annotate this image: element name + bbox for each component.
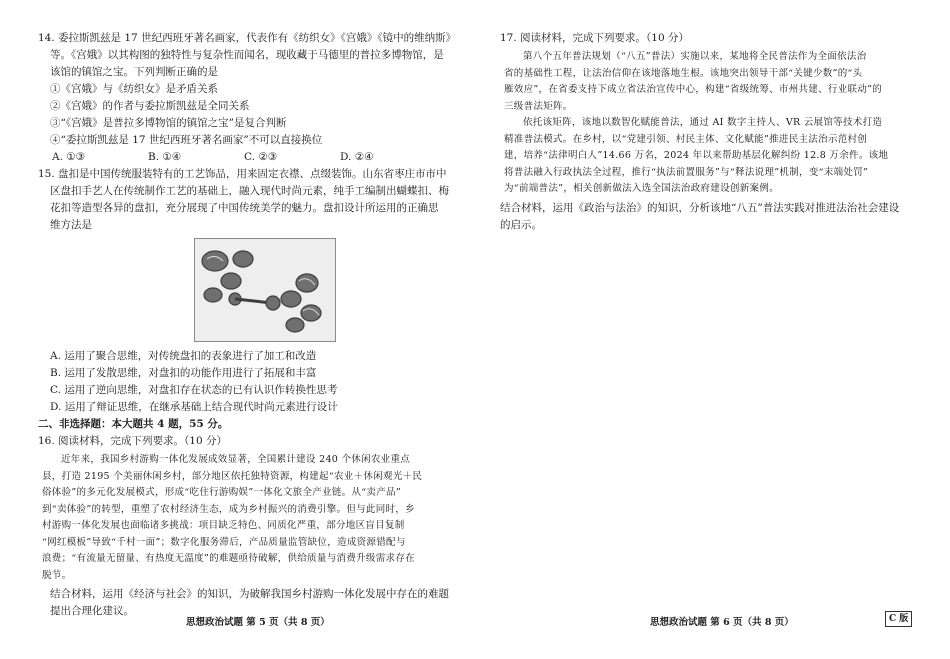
q17-material-line: 第八个五年普法规划（“八五”普法）实施以来，某地将全民普法作为全面依法治 bbox=[523, 51, 867, 62]
q14-options bbox=[38, 149, 466, 166]
q17-heading: 17. 阅读材料，完成下列要求。（10 分） bbox=[500, 32, 689, 44]
q16-material-line: 近年来，我国乡村游购一体化发展成效显著，全国累计建设 240 个休闲农业重点 bbox=[61, 454, 411, 465]
q16-heading: 16. 阅读材料，完成下列要求。（10 分） bbox=[38, 435, 227, 447]
q16-material-line: 浪费；“有流量无留量、有热度无温度”的难题亟待破解，供给质量与消费升级需求存在 bbox=[42, 553, 415, 564]
q16-material-line: 俗体验”的多元化发展模式，形成“吃住行游购娱”一体化文旅全产业链。从“卖产品” bbox=[42, 487, 401, 498]
q14-statement-1: ①《宫娥》与《纺织女》是矛盾关系 bbox=[50, 83, 218, 95]
q14-stem-line: 14. 委拉斯凯兹是 17 世纪西班牙著名画家，代表作有《纺织女》《宫娥》《镜中的维纳斯》 bbox=[38, 32, 457, 44]
q14-statement-3: ③“《宫娥》是普拉多博物馆的镇馆之宝”是复合判断 bbox=[50, 117, 287, 129]
q14-option-b: B. ①④ bbox=[148, 151, 182, 163]
q14-option-c: C. ②③ bbox=[244, 151, 278, 163]
q16-task: 提出合理化建议。 bbox=[50, 605, 134, 617]
section-2-heading: 二、非选择题：本大题共 4 题，55 分。 bbox=[38, 418, 229, 430]
q16-material-line: 到“卖体验”的转型，重塑了农村经济生态，成为乡村振兴的消费引擎。但与此同时，乡 bbox=[42, 503, 415, 515]
q15-stem-line: 维方法是 bbox=[50, 219, 92, 231]
page-5-footer: 思想政治试题 第 5 页（共 8 页） bbox=[186, 617, 330, 628]
q15-option-c: C. 运用了逆向思维，对盘扣存在状态的已有认识作转换性思考 bbox=[50, 384, 338, 396]
q15-option-d: D. 运用了辩证思维，在继承基础上结合现代时尚元素进行设计 bbox=[50, 401, 338, 413]
q16-material-line: 脱节。 bbox=[42, 569, 72, 581]
q15-stem-line: 区盘扣手艺人在传统制作工艺的基础上，融入现代时尚元素，纯手工编制出蝴蝶扣、梅 bbox=[50, 185, 449, 197]
q17-material bbox=[500, 49, 912, 198]
q17-task: 结合材料，运用《政治与法治》的知识，分析该地“八五”普法实践对推进法治社会建设 bbox=[500, 201, 900, 214]
q15-option-b: B. 运用了发散思维，对盘扣的功能作用进行了拓展和丰富 bbox=[50, 367, 317, 379]
pankou-button-photo bbox=[194, 238, 336, 342]
q16-material-line: 村游购一体化发展也面临诸多挑战：项目缺乏特色、同质化严重，部分地区盲目复制 bbox=[42, 520, 405, 531]
q17-material-line: 为“前端普法”，相关创新做法入选全国法治政府建设创新案例。 bbox=[504, 183, 779, 194]
q17-material-line: 将普法融入行政执法全过程，推行“执法前置服务”与“释法说理”机制，变“末端处罚” bbox=[504, 166, 869, 178]
q15-stem-line: 15. 盘扣是中国传统服装特有的工艺饰品，用来固定衣襟、点缀装饰。山东省枣庄市市中 bbox=[38, 168, 447, 180]
q17-material-line: 省的基础性工程，让法治信仰在该地落地生根。该地突出领导干部“关键少数”的“头 bbox=[504, 67, 863, 79]
q16-material-line: 县，打造 2195 个美丽休闲乡村，部分地区依托独特资源，构建起“农业＋休闲观光＋民 bbox=[42, 470, 423, 482]
version-badge: C 版 bbox=[885, 611, 912, 627]
pankou-knot-illustration bbox=[195, 239, 335, 341]
question-16 bbox=[38, 433, 466, 620]
q17-material-line: 雁效应”，在省委支持下成立省法治宣传中心，构建“省级统筹、市州共建、行业联动”的 bbox=[504, 84, 883, 95]
q17-material-line: 三级普法矩阵。 bbox=[504, 100, 573, 112]
q17-material-line: 精准普法模式。在乡村，以“党建引领、村民主体、文化赋能”推进民主法治示范村创 bbox=[504, 133, 868, 145]
q14-option-d: D. ②④ bbox=[340, 151, 374, 163]
q17-material-line: 依托该矩阵，该地以数智化赋能普法，通过 AI 数字主持人、VR 云展馆等技术打造 bbox=[523, 117, 883, 128]
q14-option-a: A. ①③ bbox=[52, 151, 86, 163]
question-14 bbox=[38, 30, 466, 166]
right-page bbox=[500, 30, 912, 234]
q15-option-a: A. 运用了聚合思维，对传统盘扣的表象进行了加工和改造 bbox=[50, 350, 317, 362]
q16-task: 结合材料，运用《经济与社会》的知识，为破解我国乡村游购一体化发展中存在的难题 bbox=[50, 588, 449, 600]
q17-material-line: 建，培养“法律明白人”14.66 万名，2024 年以来帮助基层化解纠纷 12.8 万余件。该地 bbox=[504, 150, 889, 161]
q14-statement-4: ④“委拉斯凯兹是 17 世纪西班牙著名画家”不可以直接换位 bbox=[50, 134, 323, 146]
question-15 bbox=[38, 166, 466, 416]
left-page bbox=[38, 30, 466, 620]
q14-stem-line: 等。《宫娥》以其构图的独特性与复杂性而闻名，现收藏于马德里的普拉多博物馆，是 bbox=[50, 49, 444, 61]
page-6-footer: 思想政治试题 第 6 页（共 8 页） bbox=[650, 617, 794, 628]
q16-material-line: “网红模板”导致“千村一面”；数字化服务滞后，产品质量监管缺位，造成资源错配与 bbox=[42, 536, 406, 548]
q16-material bbox=[38, 452, 466, 584]
q14-statement-2: ②《宫娥》的作者与委拉斯凯兹是全同关系 bbox=[50, 100, 250, 112]
q17-task: 的启示。 bbox=[500, 218, 542, 231]
question-17 bbox=[500, 30, 912, 234]
q14-stem-line: 该馆的镇馆之宝。下列判断正确的是 bbox=[50, 66, 218, 78]
q15-stem-line: 花扣等造型各异的盘扣，充分展现了中国传统美学的魅力。盘扣设计所运用的正确思 bbox=[50, 202, 439, 214]
